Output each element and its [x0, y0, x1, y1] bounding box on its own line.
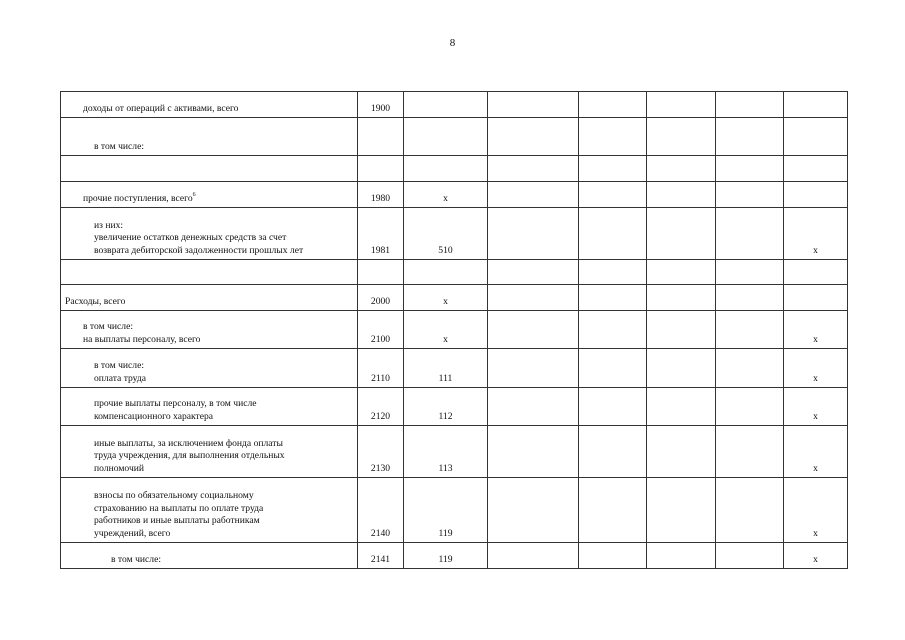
amount-cell — [647, 208, 716, 260]
table-row — [61, 426, 848, 478]
row-label: в том числе: — [94, 140, 145, 152]
row-code: 2110 — [358, 349, 404, 388]
amount-cell — [716, 208, 784, 260]
amount-cell — [488, 182, 579, 208]
row-label: Расходы, всего — [65, 295, 126, 307]
row-label-cell — [61, 260, 358, 285]
table-row — [61, 182, 848, 208]
row-last-cell: х — [784, 388, 848, 426]
amount-cell — [488, 285, 579, 311]
row-last-cell — [784, 92, 848, 118]
amount-cell — [579, 118, 647, 156]
row-code: 2000 — [358, 285, 404, 311]
amount-cell — [579, 285, 647, 311]
row-last-cell: х — [784, 426, 848, 478]
row-code: 2120 — [358, 388, 404, 426]
amount-cell — [579, 92, 647, 118]
amount-cell — [488, 260, 579, 285]
amount-cell — [716, 311, 784, 349]
row-label-cell — [61, 156, 358, 182]
amount-cell — [579, 182, 647, 208]
row-label: из них: увеличение остатков денежных средств за счет возврата дебиторской задолженности прошлых лет — [94, 219, 304, 256]
table-row — [61, 311, 848, 349]
row-code: 2140 — [358, 478, 404, 543]
amount-cell — [579, 426, 647, 478]
row-label-cell — [61, 543, 358, 569]
row-kbk: 510 — [404, 208, 488, 260]
row-label: прочие поступления, всего — [83, 192, 193, 204]
row-code — [358, 118, 404, 156]
amount-cell — [488, 208, 579, 260]
row-kbk: 112 — [404, 388, 488, 426]
amount-cell — [579, 543, 647, 569]
row-code: 2141 — [358, 543, 404, 569]
row-last-cell: х — [784, 478, 848, 543]
amount-cell — [716, 349, 784, 388]
financial-plan-table — [60, 91, 848, 569]
row-label: в том числе: на выплаты персоналу, всего — [83, 321, 201, 345]
footnote-marker: 6 — [192, 191, 196, 198]
amount-cell — [488, 543, 579, 569]
amount-cell — [488, 118, 579, 156]
row-code: 1900 — [358, 92, 404, 118]
amount-cell — [647, 426, 716, 478]
row-label-cell — [61, 349, 358, 388]
row-kbk: х — [404, 182, 488, 208]
row-label-cell — [61, 182, 358, 208]
row-kbk — [404, 260, 488, 285]
amount-cell — [716, 156, 784, 182]
amount-cell — [488, 478, 579, 543]
row-kbk — [404, 118, 488, 156]
amount-cell — [716, 426, 784, 478]
row-label-cell — [61, 311, 358, 349]
amount-cell — [647, 285, 716, 311]
amount-cell — [488, 311, 579, 349]
row-label: в том числе: оплата труда — [94, 360, 147, 384]
row-last-cell: х — [784, 311, 848, 349]
amount-cell — [647, 478, 716, 543]
amount-cell — [579, 388, 647, 426]
row-code — [358, 156, 404, 182]
table-row — [61, 388, 848, 426]
row-last-cell — [784, 118, 848, 156]
amount-cell — [647, 260, 716, 285]
row-kbk — [404, 156, 488, 182]
row-label-cell — [61, 426, 358, 478]
row-kbk: х — [404, 311, 488, 349]
row-last-cell: х — [784, 208, 848, 260]
amount-cell — [488, 92, 579, 118]
row-last-cell: х — [784, 543, 848, 569]
amount-cell — [488, 388, 579, 426]
amount-cell — [647, 388, 716, 426]
amount-cell — [716, 285, 784, 311]
amount-cell — [488, 156, 579, 182]
row-label: взносы по обязательному социальному страхованию на выплаты по оплате труда работников и иные выплаты работникам учреждений, всего — [94, 490, 264, 539]
amount-cell — [716, 118, 784, 156]
row-kbk: 119 — [404, 478, 488, 543]
row-kbk — [404, 92, 488, 118]
amount-cell — [647, 543, 716, 569]
amount-cell — [579, 311, 647, 349]
row-label-cell — [61, 388, 358, 426]
table-row — [61, 260, 848, 285]
row-label-cell — [61, 118, 358, 156]
row-code: 1980 — [358, 182, 404, 208]
row-label: иные выплаты, за исключением фонда оплаты труда учреждения, для выполнения отдельных полномочий — [94, 437, 285, 474]
table-row — [61, 349, 848, 388]
page-number: 8 — [449, 37, 456, 49]
row-code: 2100 — [358, 311, 404, 349]
row-label-cell — [61, 478, 358, 543]
amount-cell — [716, 92, 784, 118]
table-row — [61, 208, 848, 260]
row-label: в том числе: — [111, 553, 162, 565]
amount-cell — [716, 260, 784, 285]
table-row — [61, 285, 848, 311]
table-row — [61, 118, 848, 156]
row-last-cell: х — [784, 349, 848, 388]
row-label-cell — [61, 92, 358, 118]
row-code — [358, 260, 404, 285]
row-kbk: 119 — [404, 543, 488, 569]
row-last-cell — [784, 156, 848, 182]
amount-cell — [716, 182, 784, 208]
row-last-cell — [784, 260, 848, 285]
row-kbk: 111 — [404, 349, 488, 388]
amount-cell — [716, 388, 784, 426]
table-row — [61, 156, 848, 182]
amount-cell — [647, 311, 716, 349]
table-row — [61, 92, 848, 118]
amount-cell — [647, 92, 716, 118]
amount-cell — [579, 260, 647, 285]
amount-cell — [579, 349, 647, 388]
row-code: 1981 — [358, 208, 404, 260]
amount-cell — [488, 349, 579, 388]
row-label-cell — [61, 285, 358, 311]
amount-cell — [647, 156, 716, 182]
table-row — [61, 543, 848, 569]
amount-cell — [716, 543, 784, 569]
amount-cell — [647, 349, 716, 388]
row-label: прочие выплаты персоналу, в том числе компенсационного характера — [94, 398, 257, 422]
row-label-cell — [61, 208, 358, 260]
row-label: доходы от операций с активами, всего — [83, 102, 239, 114]
amount-cell — [647, 182, 716, 208]
amount-cell — [647, 118, 716, 156]
row-kbk: х — [404, 285, 488, 311]
row-last-cell — [784, 285, 848, 311]
row-last-cell — [784, 182, 848, 208]
amount-cell — [716, 478, 784, 543]
amount-cell — [579, 208, 647, 260]
table-row — [61, 478, 848, 543]
amount-cell — [579, 478, 647, 543]
amount-cell — [579, 156, 647, 182]
row-kbk: 113 — [404, 426, 488, 478]
row-code: 2130 — [358, 426, 404, 478]
amount-cell — [488, 426, 579, 478]
